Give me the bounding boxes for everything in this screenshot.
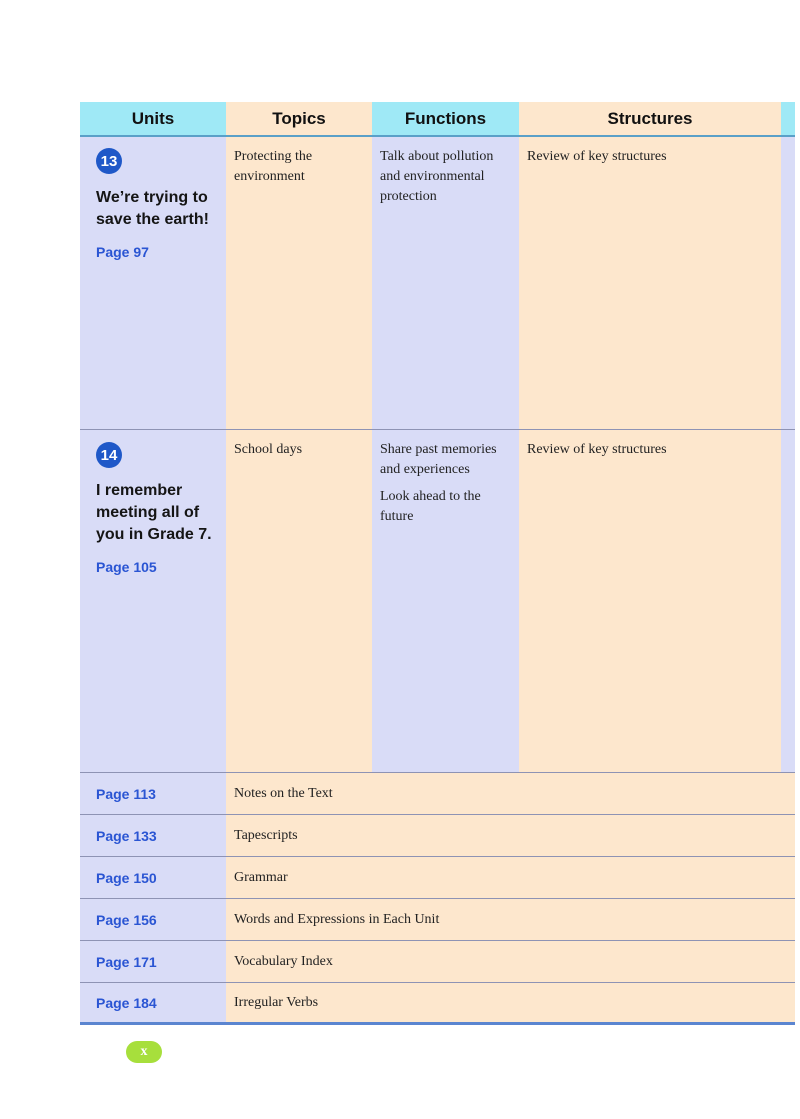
appendix-label-cell <box>226 773 795 815</box>
appendix-page-cell <box>80 857 226 899</box>
function-line: protection <box>380 189 437 204</box>
edge-column <box>781 137 795 772</box>
unit-number-badge: 13 <box>96 148 122 174</box>
function-line: and experiences <box>380 462 470 477</box>
header-topics: Topics <box>226 102 372 136</box>
appendix-page-link[interactable]: Page 171 <box>96 954 157 970</box>
unit-title-line: We’re trying to <box>96 189 208 206</box>
header-units: Units <box>80 102 226 136</box>
unit-page-link[interactable]: Page 97 <box>96 244 149 260</box>
appendix-page-cell <box>80 899 226 941</box>
appendix-label-cell <box>226 857 795 899</box>
appendix-label-cell <box>226 941 795 983</box>
appendix-label: Irregular Verbs <box>234 994 319 1010</box>
table-bottom-border <box>80 1022 795 1025</box>
function-line: Share past memories <box>380 442 497 457</box>
appendix-page-cell <box>80 983 226 1022</box>
page-number-badge: x <box>126 1041 162 1063</box>
header-edge <box>781 102 795 136</box>
appendix-label-cell <box>226 983 795 1022</box>
function-line: Look ahead to the <box>380 489 481 504</box>
appendix-label: Grammar <box>234 870 288 885</box>
unit-structures: Review of key structures <box>527 149 667 164</box>
function-line: Talk about pollution <box>380 149 494 164</box>
unit-number-badge: 14 <box>96 442 122 468</box>
function-line: and environmental <box>380 169 485 184</box>
appendix-page-link[interactable]: Page 113 <box>96 786 156 802</box>
unit-functions <box>380 440 516 527</box>
unit-page-link[interactable]: Page 105 <box>96 559 157 575</box>
appendix-page-link[interactable]: Page 184 <box>96 994 157 1011</box>
unit-title-line: meeting all of <box>96 504 200 521</box>
topic-line: environment <box>234 169 305 184</box>
appendix-label: Words and Expressions in Each Unit <box>234 912 440 927</box>
row-divider <box>80 429 795 430</box>
unit-functions <box>380 147 516 207</box>
unit-title-line: I remember <box>96 482 183 499</box>
appendix-page-cell <box>80 815 226 857</box>
unit-structures: Review of key structures <box>527 442 667 457</box>
unit-topic <box>234 147 368 187</box>
unit-topic <box>234 440 368 460</box>
unit-title-line: save the earth! <box>96 211 209 228</box>
function-line: future <box>380 509 414 524</box>
appendix-label: Notes on the Text <box>234 786 333 801</box>
appendix-label: Vocabulary Index <box>234 954 333 969</box>
unit-title <box>96 480 224 546</box>
unit-title <box>96 187 224 231</box>
appendix-label: Tapescripts <box>234 828 298 843</box>
unit-title-line: you in Grade 7. <box>96 526 212 543</box>
topic-line: Protecting the <box>234 149 313 164</box>
appendix-page-cell <box>80 941 226 983</box>
appendix-label-cell <box>226 815 795 857</box>
topic-line: School days <box>234 442 303 457</box>
appendix-page-link[interactable]: Page 133 <box>96 828 157 844</box>
header-functions: Functions <box>372 102 519 136</box>
appendix-page-link[interactable]: Page 156 <box>96 912 157 928</box>
appendix-page-link[interactable]: Page 150 <box>96 870 157 886</box>
header-structures: Structures <box>519 102 781 136</box>
appendix-label-cell <box>226 899 795 941</box>
appendix-page-cell <box>80 773 226 815</box>
